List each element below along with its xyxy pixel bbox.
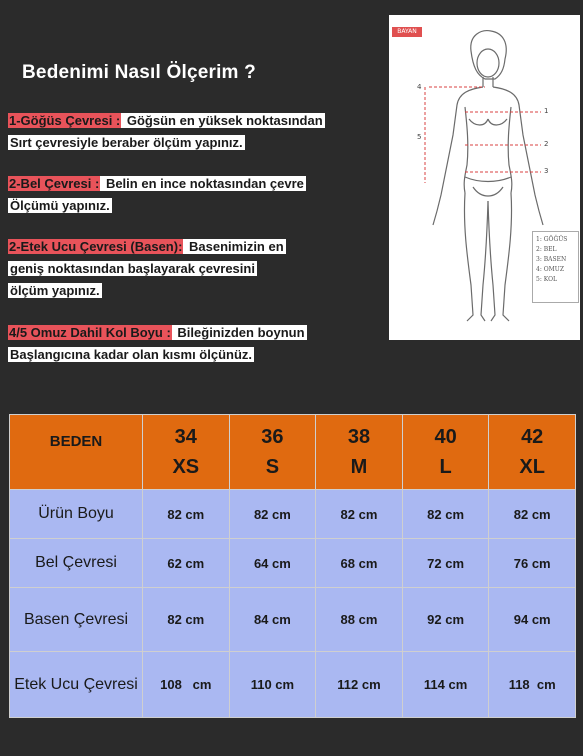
legend-item: 1: GÖĞÜS [536,236,568,243]
table-cell: 110 cm [229,652,316,718]
row-label: Etek Ucu Çevresi [10,652,143,718]
legend-item: 4: OMUZ [536,266,565,273]
instruction-chest [8,110,325,154]
instruction-hem-text-2: geniş noktasından başlayarak çevresini [10,261,255,276]
table-cell: 62 cm [143,539,230,588]
legend-item: 2: BEL [536,246,557,253]
instruction-waist-text: Belin en ince noktasından çevre [102,176,304,191]
table-cell: 82 cm [402,490,489,539]
instruction-hem-text-3: ölçüm yapınız. [10,283,100,298]
size-table [9,414,576,718]
table-cell: 68 cm [316,539,403,588]
size-header-cell [489,415,576,490]
size-code: XL [519,456,545,478]
table-row [10,652,576,718]
table-row [10,588,576,652]
table-cell: 82 cm [143,490,230,539]
instruction-chest-text: Göğsün en yüksek noktasından [123,113,323,128]
size-code: S [265,456,280,478]
size-header-cell [229,415,316,490]
beden-label: BEDEN [49,433,103,450]
size-header-cell [143,415,230,490]
legend-item: 3: BASEN [536,256,567,263]
size-number: 40 [434,426,457,448]
instruction-sleeve-label: 4/5 Omuz Dahil Kol Boyu : [9,325,171,340]
page-title: Bedenimi Nasıl Ölçerim ? [22,62,256,83]
instruction-waist-label: 2-Bel Çevresi : [9,176,100,191]
size-number: 36 [261,426,284,448]
size-code: XS [172,456,200,478]
table-cell: 82 cm [143,588,230,652]
instruction-hem-label: 2-Etek Ucu Çevresi (Basen): [9,239,183,254]
marker-2: 2 [544,140,549,148]
size-code: L [439,456,452,478]
table-row [10,490,576,539]
instruction-sleeve-text-2: Başlangıcına kadar olan kısmı ölçünüz. [10,347,253,362]
instruction-waist [8,173,306,217]
table-cell: 94 cm [489,588,576,652]
instruction-chest-label: 1-Göğüs Çevresi : [9,113,121,128]
size-header-label [10,415,143,490]
table-cell: 76 cm [489,539,576,588]
table-cell: 108 cm [143,652,230,718]
marker-5: 5 [417,133,422,141]
marker-4: 4 [417,83,422,91]
table-cell: 88 cm [316,588,403,652]
size-header-cell [316,415,403,490]
size-number: 34 [174,426,197,448]
instruction-hem [8,236,286,302]
row-label: Ürün Boyu [10,490,143,539]
table-cell: 112 cm [316,652,403,718]
size-header-row [10,415,576,490]
marker-1: 1 [544,107,549,115]
table-cell: 82 cm [229,490,316,539]
legend-item: 5: KOL [536,276,557,283]
measurement-figure [389,15,580,340]
instruction-sleeve [8,322,307,366]
table-cell: 82 cm [489,490,576,539]
table-cell: 72 cm [402,539,489,588]
instruction-hem-text: Basenimizin en [185,239,284,254]
gender-badge: BAYAN [392,27,422,37]
row-label: Bel Çevresi [10,539,143,588]
figure-legend [536,235,567,285]
table-cell: 92 cm [402,588,489,652]
size-code: M [350,456,368,478]
table-cell: 82 cm [316,490,403,539]
instruction-chest-text-2: Sırt çevresiyle beraber ölçüm yapınız. [10,135,243,150]
table-cell: 114 cm [402,652,489,718]
size-number: 38 [347,426,371,448]
row-label: Basen Çevresi [10,588,143,652]
marker-3: 3 [544,167,549,175]
table-cell: 64 cm [229,539,316,588]
table-cell: 84 cm [229,588,316,652]
table-cell: 118 cm [489,652,576,718]
size-header-cell [402,415,489,490]
size-number: 42 [521,426,544,448]
instruction-waist-text-2: Ölçümü yapınız. [10,198,110,213]
table-row [10,539,576,588]
instruction-sleeve-text: Bileğinizden boynun [173,325,305,340]
